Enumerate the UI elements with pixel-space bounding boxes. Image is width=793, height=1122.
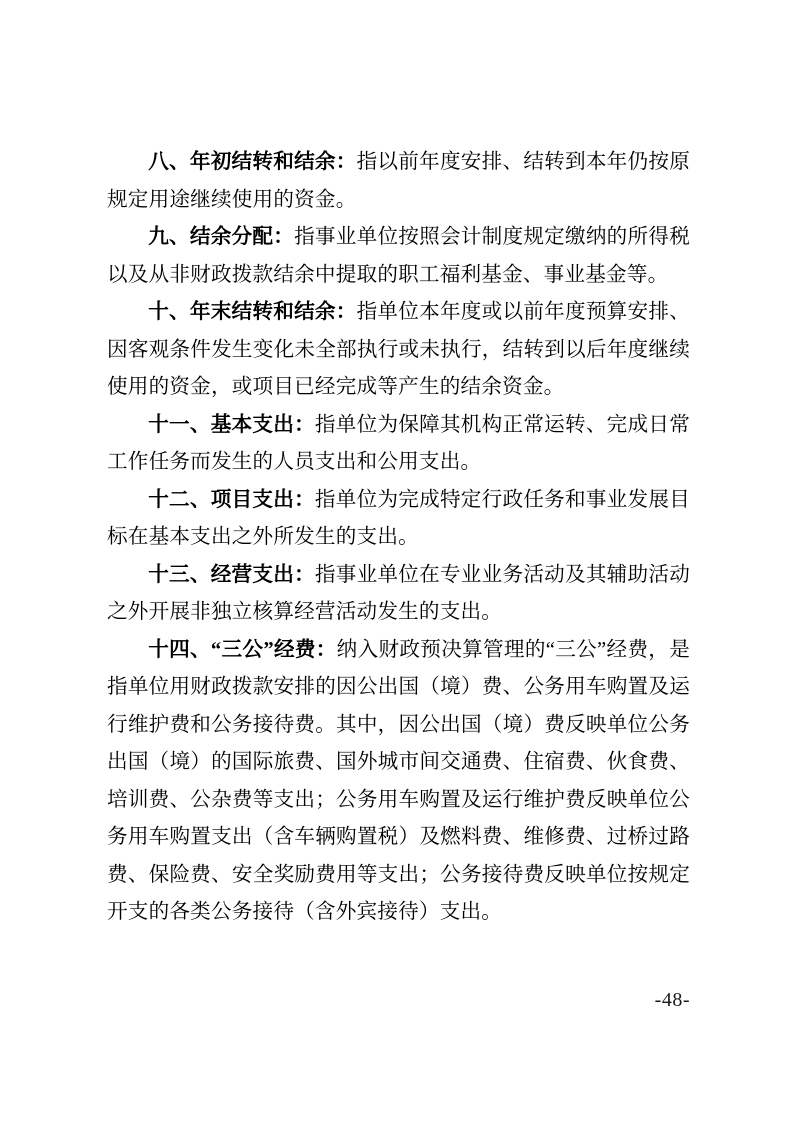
term-definition: 指以前年度安排、结转到本年仍按原规定用途继续使用的资金。 [107,151,690,211]
term-label: 十、年末结转和结余： [148,301,357,323]
term-definition: 指事业单位在专业业务活动及其辅助活动之外开展非独立核算经营活动发生的支出。 [107,563,690,623]
term-definition: 纳入财政预决算管理的“三公”经费，是指单位用财政拨款安排的因公出国（境）费、公务用车购置及运行维护费和公务接待费。其中，因公出国（境）费反映单位公务出国（境）的国际旅费、国外城市间交通费、住宿费、伙食费、培训费、公杂费等支出；公务用车购置及运行维护费反映单位公务用车购置支出（含车辆购置税）及燃料费、维修费、过桥过路费、保险费、安全奖励费用等支出；公务接待费反映单位按规定开支的各类公务接待（含外宾接待）支出。 [107,638,690,923]
term-definition: 指单位为完成特定行政任务和事业发展目标在基本支出之外所发生的支出。 [107,488,690,548]
document-body [107,144,690,932]
term-label: 十一、基本支出： [148,413,315,436]
term-label: 十三、经营支出： [148,563,315,586]
definition-paragraph [107,407,690,482]
definition-paragraph [107,482,690,557]
definition-paragraph [107,294,690,407]
definition-paragraph [107,632,690,932]
term-label: 九、结余分配： [148,226,295,248]
term-label: 八、年初结转和结余： [148,151,357,173]
definition-paragraph [107,557,690,632]
definition-paragraph [107,144,690,219]
definition-paragraph [107,219,690,294]
term-definition: 指单位本年度或以前年度预算安排、因客观条件发生变化未全部执行或未执行，结转到以后年度继续使用的资金，或项目已经完成等产生的结余资金。 [107,301,690,398]
term-definition: 指单位为保障其机构正常运转、完成日常工作任务而发生的人员支出和公用支出。 [107,413,690,473]
term-label: 十二、项目支出： [148,488,315,511]
term-definition: 指事业单位按照会计制度规定缴纳的所得税以及从非财政拨款结余中提取的职工福利基金、事业基金等。 [107,226,690,286]
page-number: -48- [654,989,690,1011]
term-label: 十四、“三公”经费： [148,638,337,661]
